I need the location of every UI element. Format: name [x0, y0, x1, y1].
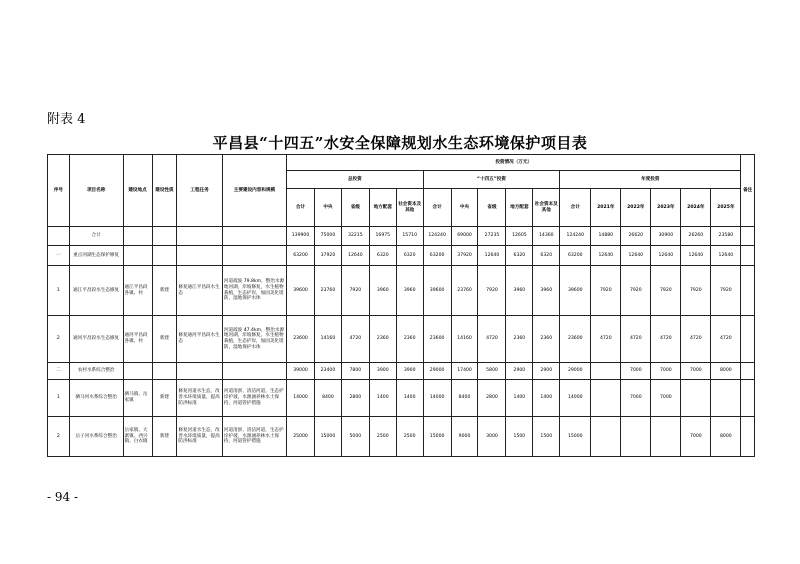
cell-content: 河道清淤、清洁河道，生态护岸护坡，水源涵养林水土保持，河道管护措施 — [222, 380, 286, 417]
cell-annual-invest: 39600 — [560, 266, 591, 316]
cell-seq: 一 — [48, 246, 70, 266]
cell-annual-invest — [591, 417, 621, 457]
cell-annual-invest: 7000 — [651, 363, 681, 380]
col-remark: 备注 — [741, 155, 755, 227]
cell-145-invest: 3960 — [506, 266, 533, 316]
cell-annual-invest: 23580 — [711, 227, 741, 246]
cell-total-invest: 25000 — [287, 417, 315, 457]
cell-annual-invest: 4720 — [651, 316, 681, 363]
cell-annual-invest: 12640 — [681, 246, 711, 266]
cell-name: 岳子河水系综合整治 — [69, 417, 123, 457]
cell-total-invest: 15710 — [396, 227, 423, 246]
col-invest-status: 投资情况（万元） — [287, 155, 741, 171]
cell-annual-invest — [681, 380, 711, 417]
cell-total-invest: 3960 — [396, 266, 423, 316]
cell-145-invest: 2900 — [533, 363, 560, 380]
cell-task: 修复河道水生态，改善水环境质量，提高防洪标准 — [177, 380, 223, 417]
cell-annual-invest: 12640 — [651, 246, 681, 266]
cell-total-invest: 3960 — [369, 266, 396, 316]
cell-total-invest: 5000 — [341, 417, 369, 457]
cell-task — [177, 363, 223, 380]
cell-145-invest: 2800 — [478, 380, 506, 417]
cell-annual-invest: 4720 — [681, 316, 711, 363]
cell-annual-invest: 23600 — [560, 316, 591, 363]
cell-145-invest: 23600 — [423, 316, 451, 363]
cell-total-invest: 23600 — [287, 316, 315, 363]
page-title: 平昌县“十四五”水安全保障规划水生态环境保护项目表 — [212, 134, 588, 152]
table-row — [48, 363, 755, 380]
cell-145-invest: 7920 — [478, 266, 506, 316]
cell-145-invest: 12605 — [506, 227, 533, 246]
cell-nature — [152, 227, 177, 246]
project-table — [47, 154, 755, 457]
annex-label: 附表 4 — [47, 112, 86, 127]
cell-total-invest: 2360 — [369, 316, 396, 363]
cell-145-invest: 1500 — [533, 417, 560, 457]
cell-145-invest: 69000 — [451, 227, 478, 246]
cell-annual-invest: 7920 — [681, 266, 711, 316]
cell-task: 修复河道水生态，改善水环境质量，提高防洪标准 — [177, 417, 223, 457]
cell-annual-invest — [591, 363, 621, 380]
sub-total: 合计 — [423, 189, 451, 227]
cell-145-invest: 3000 — [478, 417, 506, 457]
cell-145-invest: 29000 — [423, 363, 451, 380]
cell-total-invest: 39600 — [287, 266, 315, 316]
cell-location: 驷马镇、岳家镇 — [123, 380, 152, 417]
cell-location: 通河平昌段各镇、村 — [123, 316, 152, 363]
col-task: 工程任务 — [177, 155, 223, 227]
col-location: 建设地点 — [123, 155, 152, 227]
cell-remark — [741, 363, 755, 380]
cell-annual-invest: 26620 — [621, 227, 651, 246]
cell-145-invest: 2360 — [506, 316, 533, 363]
cell-annual-invest: 7920 — [591, 266, 621, 316]
sub-local: 地方配套 — [506, 189, 533, 227]
sub-total: 合计 — [287, 189, 315, 227]
cell-total-invest: 1400 — [396, 380, 423, 417]
cell-nature: 新建 — [152, 316, 177, 363]
cell-total-invest: 2500 — [369, 417, 396, 457]
sub-total: 合计 — [560, 189, 591, 227]
table-row — [48, 380, 755, 417]
cell-annual-invest: 7000 — [651, 380, 681, 417]
cell-total-invest: 3900 — [369, 363, 396, 380]
cell-total-invest: 12640 — [341, 246, 369, 266]
cell-145-invest: 1500 — [506, 417, 533, 457]
cell-nature — [152, 363, 177, 380]
sub-province: 省级 — [478, 189, 506, 227]
cell-145-invest: 17400 — [451, 363, 478, 380]
cell-total-invest: 23400 — [314, 363, 341, 380]
cell-total-invest: 14000 — [287, 380, 315, 417]
cell-nature — [152, 246, 177, 266]
cell-145-invest: 2360 — [533, 316, 560, 363]
cell-total-invest: 1400 — [369, 380, 396, 417]
table-row — [48, 246, 755, 266]
cell-total-invest: 2500 — [396, 417, 423, 457]
cell-145-invest: 6320 — [506, 246, 533, 266]
cell-remark — [741, 417, 755, 457]
cell-content: 河道清淤、清洁河道，生态护岸护坡，水源涵养林水土保持，河道管护措施 — [222, 417, 286, 457]
cell-total-invest: 8400 — [314, 380, 341, 417]
cell-name: 驷马河水系综合整治 — [69, 380, 123, 417]
cell-annual-invest: 12640 — [711, 246, 741, 266]
cell-total-invest: 2360 — [396, 316, 423, 363]
cell-seq: 2 — [48, 417, 70, 457]
cell-annual-invest: 8000 — [711, 363, 741, 380]
cell-annual-invest: 7920 — [711, 266, 741, 316]
cell-content — [222, 246, 286, 266]
cell-annual-invest — [621, 417, 651, 457]
year-2022: 2022年 — [621, 189, 651, 227]
cell-task — [177, 246, 223, 266]
cell-total-invest: 4720 — [341, 316, 369, 363]
cell-annual-invest — [651, 417, 681, 457]
cell-annual-invest: 30900 — [651, 227, 681, 246]
cell-annual-invest: 14000 — [560, 380, 591, 417]
cell-145-invest: 12640 — [478, 246, 506, 266]
cell-145-invest: 5800 — [478, 363, 506, 380]
cell-145-invest: 27235 — [478, 227, 506, 246]
sub-social: 社会资本及其他 — [533, 189, 560, 227]
cell-total-invest: 6320 — [396, 246, 423, 266]
cell-annual-invest: 63200 — [560, 246, 591, 266]
cell-annual-invest: 7000 — [621, 380, 651, 417]
cell-145-invest: 3960 — [533, 266, 560, 316]
col-nature: 建设性质 — [152, 155, 177, 227]
cell-annual-invest: 7920 — [621, 266, 651, 316]
group-total: 总投资 — [287, 171, 424, 189]
cell-annual-invest: 4720 — [621, 316, 651, 363]
cell-145-invest: 63200 — [423, 246, 451, 266]
cell-name: 合计 — [69, 227, 123, 246]
cell-145-invest: 37920 — [451, 246, 478, 266]
cell-total-invest: 39000 — [287, 363, 315, 380]
cell-seq: 2 — [48, 316, 70, 363]
cell-total-invest: 32215 — [341, 227, 369, 246]
cell-145-invest: 15000 — [423, 417, 451, 457]
cell-annual-invest: 8000 — [711, 417, 741, 457]
col-name: 项目名称 — [69, 155, 123, 227]
table-row — [48, 266, 755, 316]
cell-task: 修复通河平昌段水生态 — [177, 316, 223, 363]
cell-nature: 新建 — [152, 417, 177, 457]
cell-nature: 新建 — [152, 380, 177, 417]
cell-145-invest: 14000 — [423, 380, 451, 417]
cell-145-invest: 14160 — [451, 316, 478, 363]
cell-annual-invest: 12640 — [591, 246, 621, 266]
cell-name: 通江平昌段水生态修复 — [69, 266, 123, 316]
cell-145-invest: 124240 — [423, 227, 451, 246]
cell-total-invest: 6320 — [369, 246, 396, 266]
cell-total-invest: 7800 — [341, 363, 369, 380]
cell-annual-invest: 7000 — [681, 417, 711, 457]
cell-145-invest: 9000 — [451, 417, 478, 457]
cell-annual-invest: 7920 — [651, 266, 681, 316]
cell-145-invest: 4720 — [478, 316, 506, 363]
cell-annual-invest: 7000 — [681, 363, 711, 380]
cell-total-invest: 7920 — [341, 266, 369, 316]
table-row — [48, 417, 755, 457]
table-row — [48, 227, 755, 246]
cell-145-invest: 1400 — [533, 380, 560, 417]
cell-145-invest: 1400 — [506, 380, 533, 417]
cell-name: 通河平昌段水生态修复 — [69, 316, 123, 363]
cell-remark — [741, 227, 755, 246]
cell-annual-invest: 124240 — [560, 227, 591, 246]
cell-145-invest: 8400 — [451, 380, 478, 417]
cell-annual-invest: 4720 — [711, 316, 741, 363]
cell-location: 通江平昌段各镇、村 — [123, 266, 152, 316]
cell-remark — [741, 266, 755, 316]
cell-location: 岳家镇、大寨镇、西兴镇、白衣镇 — [123, 417, 152, 457]
cell-total-invest: 16975 — [369, 227, 396, 246]
cell-total-invest: 3900 — [396, 363, 423, 380]
sub-central: 中央 — [314, 189, 341, 227]
cell-seq: 1 — [48, 266, 70, 316]
year-2024: 2024年 — [681, 189, 711, 227]
cell-145-invest: 14360 — [533, 227, 560, 246]
cell-name: 农村水系综合整治 — [69, 363, 123, 380]
page-number: - 94 - — [47, 490, 79, 504]
cell-145-invest: 23760 — [451, 266, 478, 316]
cell-total-invest: 139900 — [287, 227, 315, 246]
cell-nature: 新建 — [152, 266, 177, 316]
cell-content — [222, 227, 286, 246]
sub-local: 地方配套 — [369, 189, 396, 227]
cell-task: 修复通江平昌段水生态 — [177, 266, 223, 316]
table-row — [48, 316, 755, 363]
cell-annual-invest: 14880 — [591, 227, 621, 246]
cell-annual-invest: 26260 — [681, 227, 711, 246]
cell-annual-invest — [591, 380, 621, 417]
col-content: 主要建设内容和规模 — [222, 155, 286, 227]
cell-total-invest: 2800 — [341, 380, 369, 417]
year-2025: 2025年 — [711, 189, 741, 227]
cell-annual-invest: 12640 — [621, 246, 651, 266]
cell-seq — [48, 227, 70, 246]
cell-total-invest: 23760 — [314, 266, 341, 316]
cell-remark — [741, 246, 755, 266]
cell-seq: 1 — [48, 380, 70, 417]
cell-location — [123, 227, 152, 246]
cell-location — [123, 246, 152, 266]
cell-total-invest: 63200 — [287, 246, 315, 266]
cell-145-invest: 39600 — [423, 266, 451, 316]
cell-annual-invest: 15000 — [560, 417, 591, 457]
year-2023: 2023年 — [651, 189, 681, 227]
group-145: “十四五”投资 — [423, 171, 560, 189]
cell-annual-invest: 7000 — [621, 363, 651, 380]
year-2021: 2021年 — [591, 189, 621, 227]
cell-task — [177, 227, 223, 246]
cell-annual-invest — [711, 380, 741, 417]
cell-name: 重点河湖生态保护修复 — [69, 246, 123, 266]
cell-content: 河道疏浚 79.8km，整治水源地河湖，岸坡修复，水生植物栽植，生态护岸，加固美化堤防，湿地保护水体 — [222, 266, 286, 316]
group-annual: 年度投资 — [560, 171, 741, 189]
cell-remark — [741, 380, 755, 417]
sub-province: 省级 — [341, 189, 369, 227]
cell-location — [123, 363, 152, 380]
cell-seq: 二 — [48, 363, 70, 380]
cell-total-invest: 75000 — [314, 227, 341, 246]
cell-145-invest: 2900 — [506, 363, 533, 380]
sub-social: 社会资本及其他 — [396, 189, 423, 227]
cell-annual-invest: 4720 — [591, 316, 621, 363]
cell-total-invest: 14160 — [314, 316, 341, 363]
cell-remark — [741, 316, 755, 363]
cell-annual-invest: 29000 — [560, 363, 591, 380]
cell-total-invest: 37920 — [314, 246, 341, 266]
sub-central: 中央 — [451, 189, 478, 227]
cell-total-invest: 15000 — [314, 417, 341, 457]
cell-content — [222, 363, 286, 380]
cell-content: 河道疏浚 47.4km，整治水源地河湖，岸坡修复，水生植物栽植，生态护岸，加固美化堤防，湿地保护水体 — [222, 316, 286, 363]
cell-145-invest: 6320 — [533, 246, 560, 266]
col-seq: 序号 — [48, 155, 70, 227]
